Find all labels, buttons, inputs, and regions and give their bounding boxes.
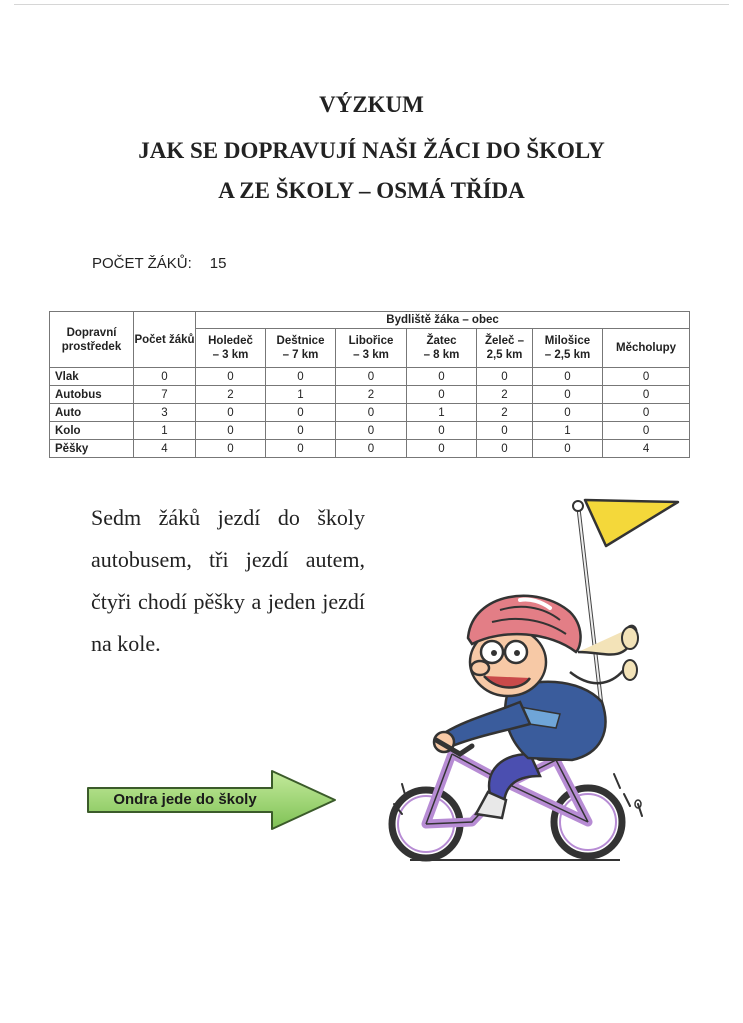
count-cell: 3 <box>134 404 196 422</box>
village-value-cell: 2 <box>477 404 533 422</box>
village-value-cell: 4 <box>603 440 690 458</box>
title-line-3: A ZE ŠKOLY – OSMÁ TŘÍDA <box>218 178 525 203</box>
village-name: Libořice <box>348 335 394 347</box>
village-value-cell: 0 <box>603 386 690 404</box>
village-value-cell: 0 <box>603 368 690 386</box>
village-value-cell: 2 <box>336 386 407 404</box>
header-count: Počet žáků <box>134 312 196 368</box>
village-value-cell: 0 <box>533 440 603 458</box>
village-value-cell: 0 <box>196 440 266 458</box>
village-value-cell: 0 <box>407 386 477 404</box>
village-value-cell: 0 <box>533 368 603 386</box>
table-row <box>50 422 690 440</box>
header-transport: Dopravní prostředek <box>50 312 134 368</box>
header-residence: Bydliště žáka – obec <box>196 312 690 329</box>
village-value-cell: 0 <box>477 440 533 458</box>
village-value-cell: 0 <box>477 422 533 440</box>
transport-table <box>49 311 690 458</box>
student-count-value: 15 <box>209 255 227 272</box>
village-name: Deštnice <box>276 335 325 347</box>
summary-paragraph: Sedm žáků jezdí do školy autobusem, tři jezdí autem, čtyři chodí pěšky a jeden jezdí na kole. <box>91 505 365 656</box>
village-value-cell: 0 <box>266 404 336 422</box>
village-value-cell: 1 <box>266 386 336 404</box>
table-row <box>50 368 690 386</box>
village-value-cell: 0 <box>477 368 533 386</box>
arrow-label: Ondra jede do školy <box>113 791 257 808</box>
village-value-cell: 0 <box>407 422 477 440</box>
count-cell: 4 <box>134 440 196 458</box>
header-village <box>196 329 266 368</box>
header-village <box>266 329 336 368</box>
village-name: Žatec <box>426 335 457 347</box>
transport-label: Vlak <box>50 368 134 386</box>
village-name: Milošice <box>544 335 591 347</box>
transport-label: Auto <box>50 404 134 422</box>
village-value-cell: 2 <box>196 386 266 404</box>
village-distance: – 8 km <box>423 349 460 361</box>
village-value-cell: 0 <box>196 404 266 422</box>
village-value-cell: 0 <box>266 422 336 440</box>
village-value-cell: 0 <box>336 440 407 458</box>
header-village <box>533 329 603 368</box>
count-cell: 0 <box>134 368 196 386</box>
village-value-cell: 0 <box>603 422 690 440</box>
village-name: Měcholupy <box>616 342 677 354</box>
header-village <box>407 329 477 368</box>
cyclist-illustration <box>380 492 690 872</box>
table-row <box>50 404 690 422</box>
village-value-cell: 0 <box>336 404 407 422</box>
header-village <box>477 329 533 368</box>
village-distance: – 7 km <box>282 349 319 361</box>
village-value-cell: 0 <box>266 368 336 386</box>
village-distance: 2,5 km <box>486 349 523 361</box>
student-count-label: POČET ŽÁKŮ: <box>92 255 192 272</box>
top-rule <box>14 4 729 5</box>
village-value-cell: 1 <box>407 404 477 422</box>
transport-label: Autobus <box>50 386 134 404</box>
village-value-cell: 0 <box>336 368 407 386</box>
village-value-cell: 0 <box>196 368 266 386</box>
village-value-cell: 0 <box>533 404 603 422</box>
village-value-cell: 0 <box>407 440 477 458</box>
count-cell: 7 <box>134 386 196 404</box>
student-count <box>92 255 226 272</box>
village-value-cell: 0 <box>266 440 336 458</box>
header-village <box>336 329 407 368</box>
title-line-2: JAK SE DOPRAVUJÍ NAŠI ŽÁCI DO ŠKOLY <box>138 138 605 163</box>
village-value-cell: 0 <box>533 386 603 404</box>
table-body <box>50 368 690 458</box>
village-value-cell: 0 <box>196 422 266 440</box>
village-value-cell: 0 <box>336 422 407 440</box>
village-value-cell: 0 <box>407 368 477 386</box>
village-value-cell: 2 <box>477 386 533 404</box>
village-value-cell: 0 <box>603 404 690 422</box>
village-distance: – 3 km <box>212 349 249 361</box>
village-distance: – 3 km <box>353 349 389 361</box>
header-village <box>603 329 690 368</box>
count-cell: 1 <box>134 422 196 440</box>
village-name: Želeč – <box>485 335 524 347</box>
village-name: Holedeč <box>208 335 253 347</box>
village-distance: – 2,5 km <box>544 349 591 361</box>
title-line-1: VÝZKUM <box>319 92 424 117</box>
transport-label: Pěšky <box>50 440 134 458</box>
transport-label: Kolo <box>50 422 134 440</box>
table-row <box>50 440 690 458</box>
village-value-cell: 1 <box>533 422 603 440</box>
table-row <box>50 386 690 404</box>
